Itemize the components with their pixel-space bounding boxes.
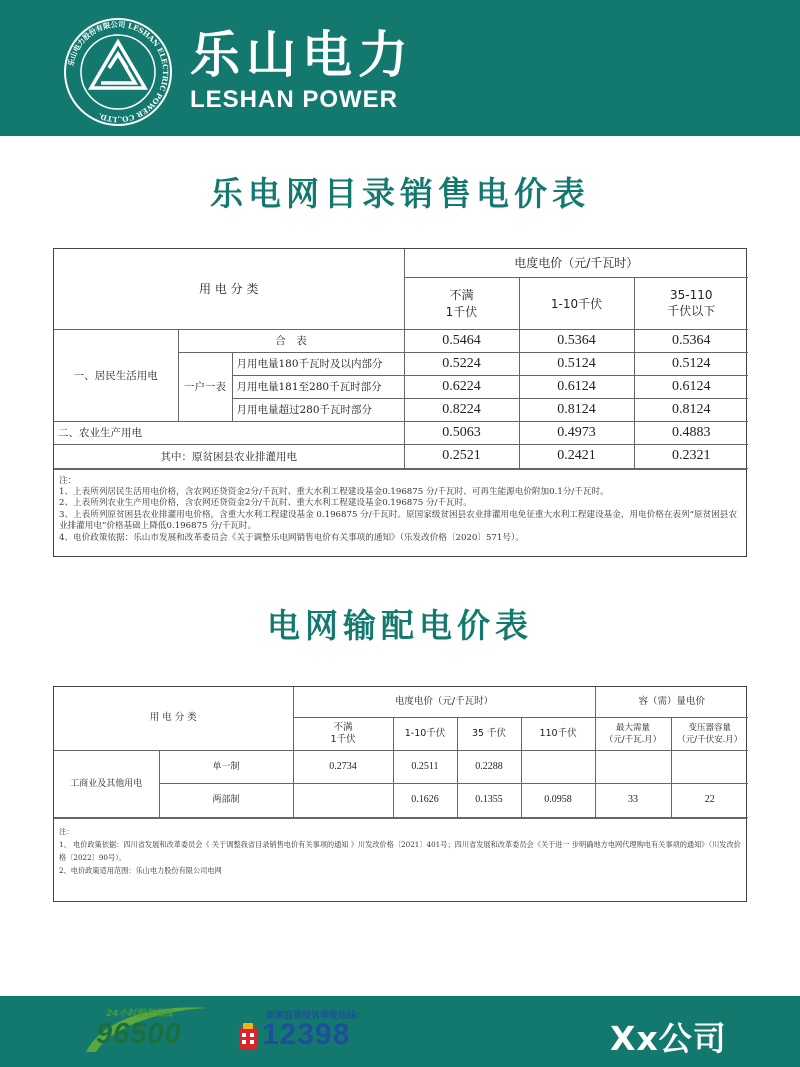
row-label: 月用电量超过280千瓦时部分	[232, 398, 404, 421]
price-cell: 0.2321	[634, 444, 748, 468]
note-line: 4、电价政策依据：乐山市发展和改革委员会《关于调整乐电网销售电价有关事项的通知》（乐发改价格〔2020〕571号）。	[59, 532, 524, 543]
price-cell: 0.0958	[521, 783, 595, 817]
residential-label: 一、居民生活用电	[54, 329, 178, 421]
voltage-header: 35-110 千伏以下	[634, 277, 748, 329]
row-label: 合 表	[178, 329, 404, 352]
one-meter-label: 一户一表	[178, 352, 232, 421]
price-cell: 0.5464	[404, 329, 519, 352]
voltage-header: 1-10千伏	[519, 277, 634, 329]
category-header: 用 电 分 类	[54, 687, 293, 750]
voltage-header: 不满 1千伏	[293, 717, 393, 750]
complaint-hotline-label: 能源监管投诉举报热线:	[266, 1011, 360, 1021]
price-cell: 0.2421	[519, 444, 634, 468]
category-header: 用 电 分 类	[54, 249, 404, 329]
row-label: 两部制	[159, 783, 293, 817]
group-label: 工商业及其他用电	[54, 750, 159, 817]
price-header: 电度电价（元/千瓦时）	[293, 687, 595, 717]
price-cell: 0.2521	[404, 444, 519, 468]
logo-ring-text: 乐山电力股份有限公司 LESHAN ELECTRIC POWER CO.,LTD.	[66, 19, 171, 125]
table2-title: 电网输配电价表	[267, 606, 533, 645]
capacity-subheader: 最大需量 （元/千瓦.月）	[595, 717, 671, 750]
voltage-header: 1-10千伏	[393, 717, 457, 750]
price-cell: 0.5224	[404, 352, 519, 375]
row-label: 月用电量180千瓦时及以内部分	[232, 352, 404, 375]
note-line: 1、 电价政策依据：四川省发展和改革委员会《 关于调整我省目录销售电价有关事项的通知 》川发改价格〔2021〕401号；四川省发展和改革委员会《关于进一 步明确地方电网代理购电有关事项的通知》（川发改价格〔2022〕90号）。	[59, 839, 741, 862]
note-line: 2、电价政策适用范围：乐山电力股份有限公司电网	[59, 865, 222, 875]
agri-label: 二、农业生产用电	[54, 421, 404, 444]
price-cell: 0.4883	[634, 421, 748, 444]
complaint-hotline-number: 12398	[262, 1018, 351, 1051]
price-cell	[595, 750, 671, 783]
row-label: 月用电量181至280千瓦时部分	[232, 375, 404, 398]
note-line: 1、上表所列居民生活用电价格，含农网还贷资金2分/千瓦时、重大水利工程建设基金0.196875 分/千瓦时、可再生能源电价附加0.1分/千瓦时。	[59, 486, 609, 497]
price-cell: 0.2288	[457, 750, 521, 783]
price-cell: 0.5364	[634, 329, 748, 352]
price-cell: 0.5364	[519, 329, 634, 352]
price-cell	[521, 750, 595, 783]
capacity-header: 容（需）量电价	[595, 687, 748, 717]
price-cell	[293, 783, 393, 817]
price-cell: 0.8124	[634, 398, 748, 421]
complaint-hotline-icon	[237, 1021, 259, 1051]
price-cell: 0.5124	[634, 352, 748, 375]
brand-name-english: LESHAN POWER	[190, 86, 399, 113]
transmission-price-grid	[54, 687, 748, 818]
price-cell: 0.6124	[519, 375, 634, 398]
voltage-header: 35 千伏	[457, 717, 521, 750]
brand-name-chinese: 乐山电力	[190, 26, 414, 84]
price-cell	[671, 750, 748, 783]
catalog-price-grid	[54, 249, 748, 469]
price-cell: 0.1626	[393, 783, 457, 817]
price-cell: 33	[595, 783, 671, 817]
price-cell: 0.5124	[519, 352, 634, 375]
service-hotline-label: 24小时服务热线	[106, 1009, 173, 1019]
note-line: 注：	[59, 475, 77, 486]
price-cell: 0.5063	[404, 421, 519, 444]
price-cell: 0.1355	[457, 783, 521, 817]
price-cell: 0.2734	[293, 750, 393, 783]
table1-notes	[54, 469, 746, 544]
price-cell: 0.6124	[634, 375, 748, 398]
note-line: 注：	[59, 826, 74, 836]
note-line: 3、上表所列原贫困县农业排灌用电价格，含重大水利工程建设基金 0.196875 分/千瓦时。原国家级贫困县农业排灌用电免征重大水利工程建设基金，用电价格在表列“原贫困县农业排灌用电”价格基础上降低0.196875 分/千瓦时。	[59, 509, 737, 532]
price-cell: 0.6224	[404, 375, 519, 398]
poor-county-label: 其中：原贫困县农业排灌用电	[54, 444, 404, 468]
price-cell: 0.2511	[393, 750, 457, 783]
service-hotline-number: 96500	[96, 1018, 182, 1050]
capacity-subheader: 变压器容量 （元/千伏安.月）	[671, 717, 748, 750]
voltage-header: 110千伏	[521, 717, 595, 750]
price-cell: 0.8124	[519, 398, 634, 421]
transmission-price-table	[53, 686, 747, 902]
table2-notes	[54, 818, 746, 877]
leshan-power-logo-icon	[62, 16, 174, 128]
company-name: Xx公司	[610, 1019, 727, 1058]
voltage-header: 不满 1千伏	[404, 277, 519, 329]
price-cell: 0.4973	[519, 421, 634, 444]
price-header: 电度电价（元/千瓦时）	[404, 249, 748, 277]
catalog-price-table	[53, 248, 747, 557]
row-label: 单一制	[159, 750, 293, 783]
price-cell: 22	[671, 783, 748, 817]
price-cell: 0.8224	[404, 398, 519, 421]
table1-title: 乐电网目录销售电价表	[210, 174, 590, 213]
note-line: 2、上表所列农业生产用电价格，含农网还贷资金2分/千瓦时、重大水利工程建设基金0.196875 分/千瓦时。	[59, 498, 472, 509]
